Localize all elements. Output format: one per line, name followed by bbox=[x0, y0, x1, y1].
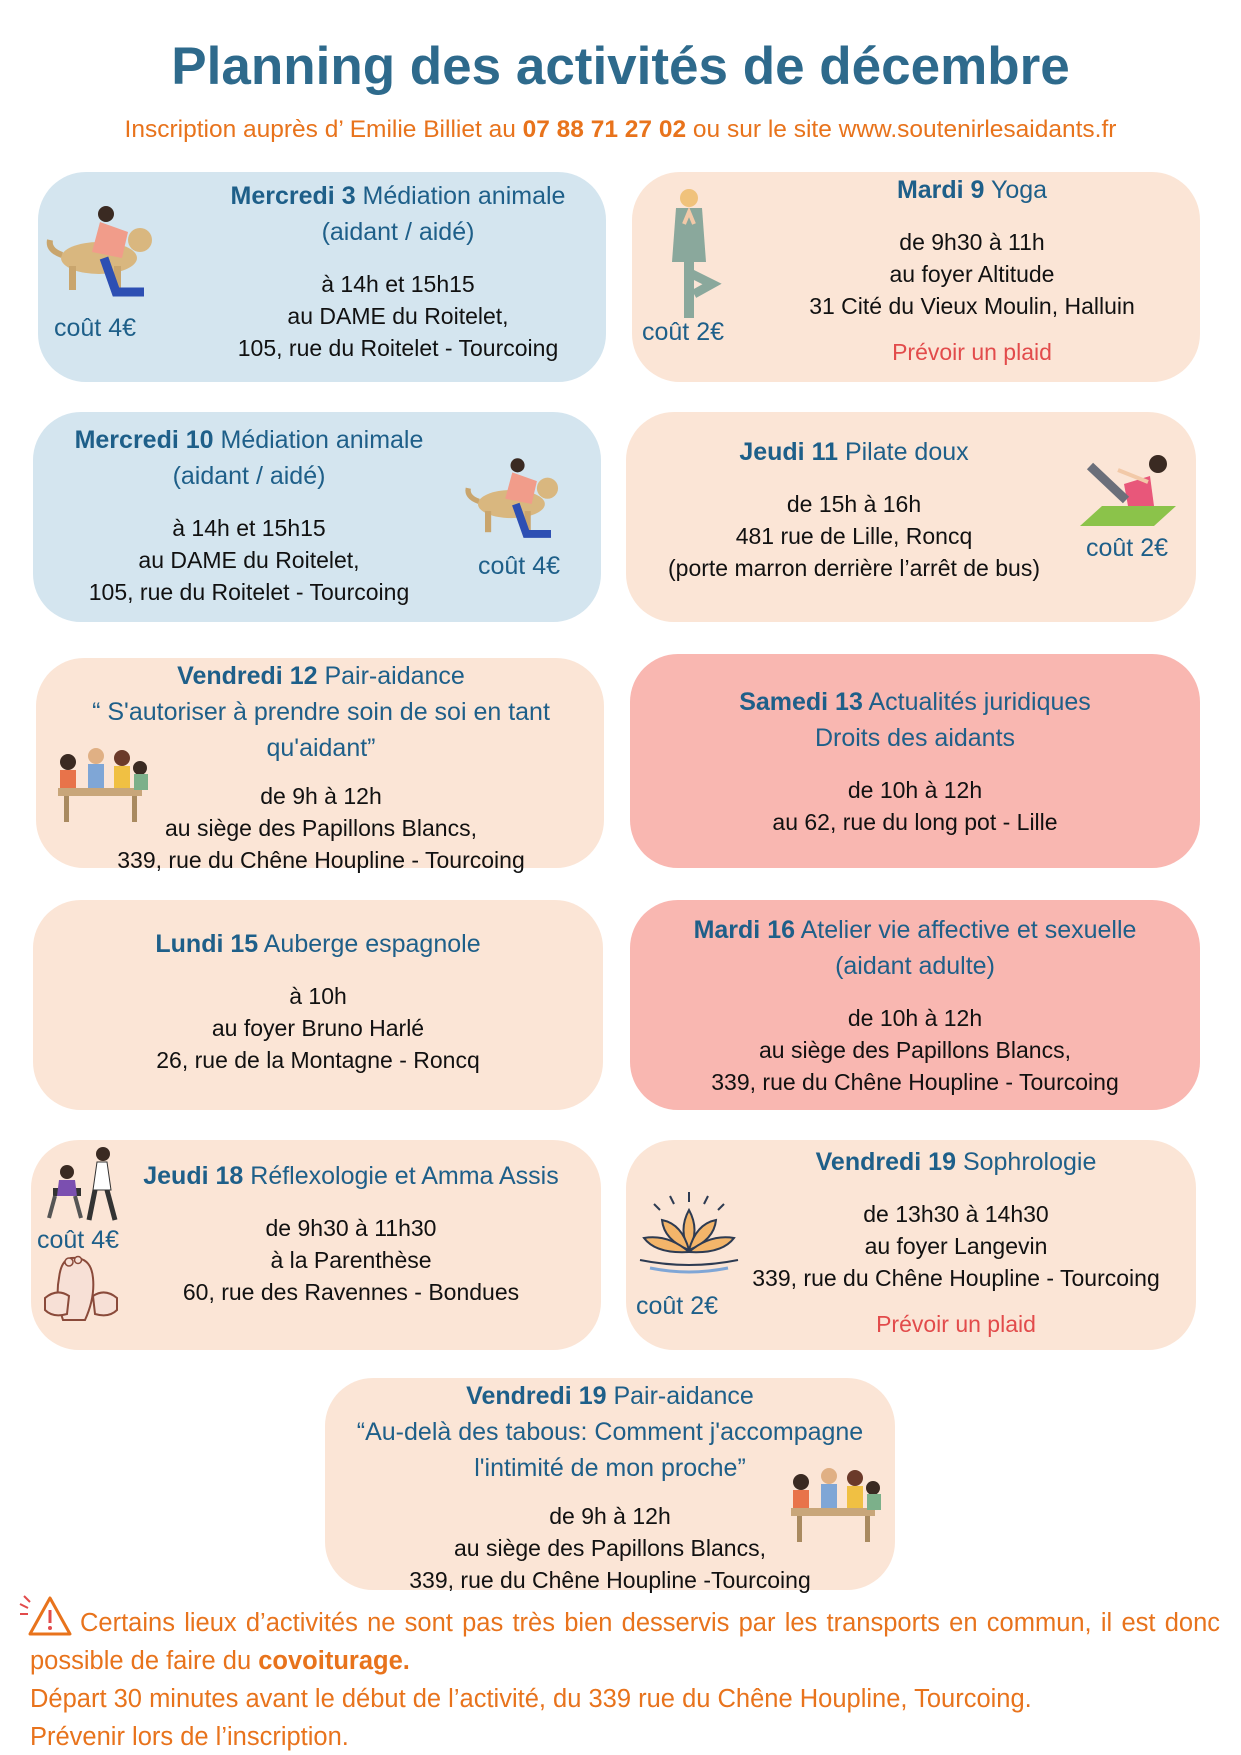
event-title: Vendredi 19 Sophrologie bbox=[815, 1148, 1097, 1176]
event-note: Prévoir un plaid bbox=[876, 1311, 1036, 1337]
event-title: Vendredi 12 Pair-aidance bbox=[177, 662, 465, 690]
event-address: 31 Cité du Vieux Moulin, Halluin bbox=[809, 293, 1135, 319]
cost-label: coût 2€ bbox=[636, 1292, 719, 1320]
event-time: de 15h à 16h bbox=[786, 491, 922, 517]
event-card bbox=[630, 900, 1200, 1110]
registration-prefix: Inscription auprès d’ Emilie Billiet au bbox=[124, 116, 523, 143]
pilates-person-icon bbox=[1072, 448, 1182, 538]
event-time: de 9h à 12h bbox=[260, 783, 382, 809]
massage-chair-icon bbox=[45, 1144, 125, 1224]
event-note: Prévoir un plaid bbox=[892, 339, 1052, 365]
event-card bbox=[632, 172, 1200, 382]
event-title: Mardi 16 Atelier vie affective et sexuelle bbox=[693, 916, 1137, 944]
event-address: 26, rue de la Montagne - Roncq bbox=[156, 1047, 480, 1073]
event-place: au foyer Altitude bbox=[889, 261, 1055, 287]
event-address: 339, rue du Chêne Houpline - Tourcoing bbox=[117, 847, 525, 873]
event-note: (porte marron derrière l’arrêt de bus) bbox=[668, 555, 1040, 581]
cost-label: coût 2€ bbox=[1086, 534, 1169, 562]
event-place: au DAME du Roitelet, bbox=[138, 547, 360, 573]
event-card bbox=[36, 658, 604, 873]
event-title: Mardi 9 Yoga bbox=[896, 176, 1048, 204]
event-quote-line: “ S'autoriser à prendre soin de soi en tant bbox=[92, 698, 550, 726]
event-time: de 9h30 à 11h bbox=[899, 229, 1045, 255]
event-title: Samedi 13 Actualités juridiques bbox=[739, 688, 1091, 716]
event-address: 339, rue du Chêne Houpline - Tourcoing bbox=[711, 1069, 1119, 1095]
event-place: au DAME du Roitelet, bbox=[287, 303, 509, 329]
event-address: 339, rue du Chêne Houpline - Tourcoing bbox=[752, 1265, 1160, 1291]
event-place: à la Parenthèse bbox=[270, 1247, 432, 1273]
event-place: au siège des Papillons Blancs, bbox=[165, 815, 477, 841]
event-time: de 9h30 à 11h30 bbox=[265, 1215, 437, 1241]
note-text: Certains lieux d’activités ne sont pas très bien desservis par les transports en commun, il est donc possible de faire du bbox=[30, 1609, 1220, 1675]
event-title: Vendredi 19 Pair-aidance bbox=[466, 1382, 754, 1410]
event-time: à 10h bbox=[289, 983, 347, 1009]
foot-reflexology-icon bbox=[41, 1248, 121, 1328]
event-subtitle: (aidant adulte) bbox=[835, 952, 995, 980]
cost-label: coût 4€ bbox=[37, 1226, 120, 1254]
transport-note bbox=[30, 1604, 1220, 1755]
event-title: Jeudi 11 Pilate doux bbox=[739, 438, 969, 466]
event-quote-line: “Au-delà des tabous: Comment j'accompagne bbox=[356, 1418, 864, 1446]
page-title: Planning des activités de décembre bbox=[171, 37, 1070, 96]
event-card bbox=[630, 654, 1200, 868]
event-card bbox=[33, 412, 601, 622]
event-card bbox=[31, 1140, 601, 1350]
registration-suffix: ou sur le site www.soutenirlesaidants.fr bbox=[686, 116, 1117, 143]
event-time: de 13h30 à 14h30 bbox=[863, 1201, 1049, 1227]
event-card bbox=[626, 412, 1196, 622]
event-address: 339, rue du Chêne Houpline -Tourcoing bbox=[409, 1567, 811, 1593]
event-card bbox=[33, 900, 603, 1110]
event-title: Mercredi 10 Médiation animale bbox=[74, 426, 424, 454]
event-place: au siège des Papillons Blancs, bbox=[454, 1535, 766, 1561]
event-subtitle: (aidant / aidé) bbox=[172, 462, 326, 490]
event-title: Lundi 15 Auberge espagnole bbox=[155, 930, 481, 958]
note-departure: Départ 30 minutes avant le début de l’activité, du 339 rue du Chêne Houpline, Tourcoing. bbox=[30, 1685, 1032, 1713]
event-card bbox=[325, 1378, 895, 1593]
event-time: de 9h à 12h bbox=[549, 1503, 671, 1529]
note-registration: Prévenir lors de l’inscription. bbox=[30, 1723, 349, 1751]
event-time: à 14h et 15h15 bbox=[172, 515, 326, 541]
event-address: 105, rue du Roitelet - Tourcoing bbox=[88, 579, 410, 605]
event-place: au foyer Bruno Harlé bbox=[211, 1015, 425, 1041]
yoga-person-icon bbox=[654, 184, 724, 324]
event-subtitle: Droits des aidants bbox=[814, 724, 1016, 752]
note-carpool: covoiturage. bbox=[258, 1647, 410, 1675]
event-time: à 14h et 15h15 bbox=[321, 271, 475, 297]
event-address: au 62, rue du long pot - Lille bbox=[772, 809, 1058, 835]
event-title: Jeudi 18 Réflexologie et Amma Assis bbox=[143, 1162, 559, 1190]
event-address: 60, rue des Ravennes - Bondues bbox=[182, 1279, 520, 1305]
event-quote-line: qu'aidant” bbox=[266, 734, 376, 762]
cost-label: coût 4€ bbox=[478, 552, 561, 580]
event-time: de 10h à 12h bbox=[847, 1005, 983, 1031]
event-card bbox=[38, 172, 606, 382]
dog-person-icon bbox=[44, 200, 169, 300]
event-time: de 10h à 12h bbox=[847, 777, 983, 803]
event-quote-line: l'intimité de mon proche” bbox=[474, 1454, 746, 1482]
event-address: 105, rue du Roitelet - Tourcoing bbox=[237, 335, 559, 361]
event-place: au foyer Langevin bbox=[864, 1233, 1048, 1259]
event-subtitle: (aidant / aidé) bbox=[321, 218, 475, 246]
cost-label: coût 4€ bbox=[54, 314, 137, 342]
phone-number[interactable]: 07 88 71 27 02 bbox=[522, 116, 687, 143]
dog-person-icon bbox=[463, 452, 573, 542]
registration-info bbox=[0, 116, 1241, 144]
event-title: Mercredi 3 Médiation animale bbox=[230, 182, 566, 210]
event-address: 481 rue de Lille, Roncq bbox=[735, 523, 973, 549]
cost-label: coût 2€ bbox=[642, 318, 725, 346]
event-place: au siège des Papillons Blancs, bbox=[759, 1037, 1071, 1063]
event-card bbox=[626, 1140, 1196, 1350]
